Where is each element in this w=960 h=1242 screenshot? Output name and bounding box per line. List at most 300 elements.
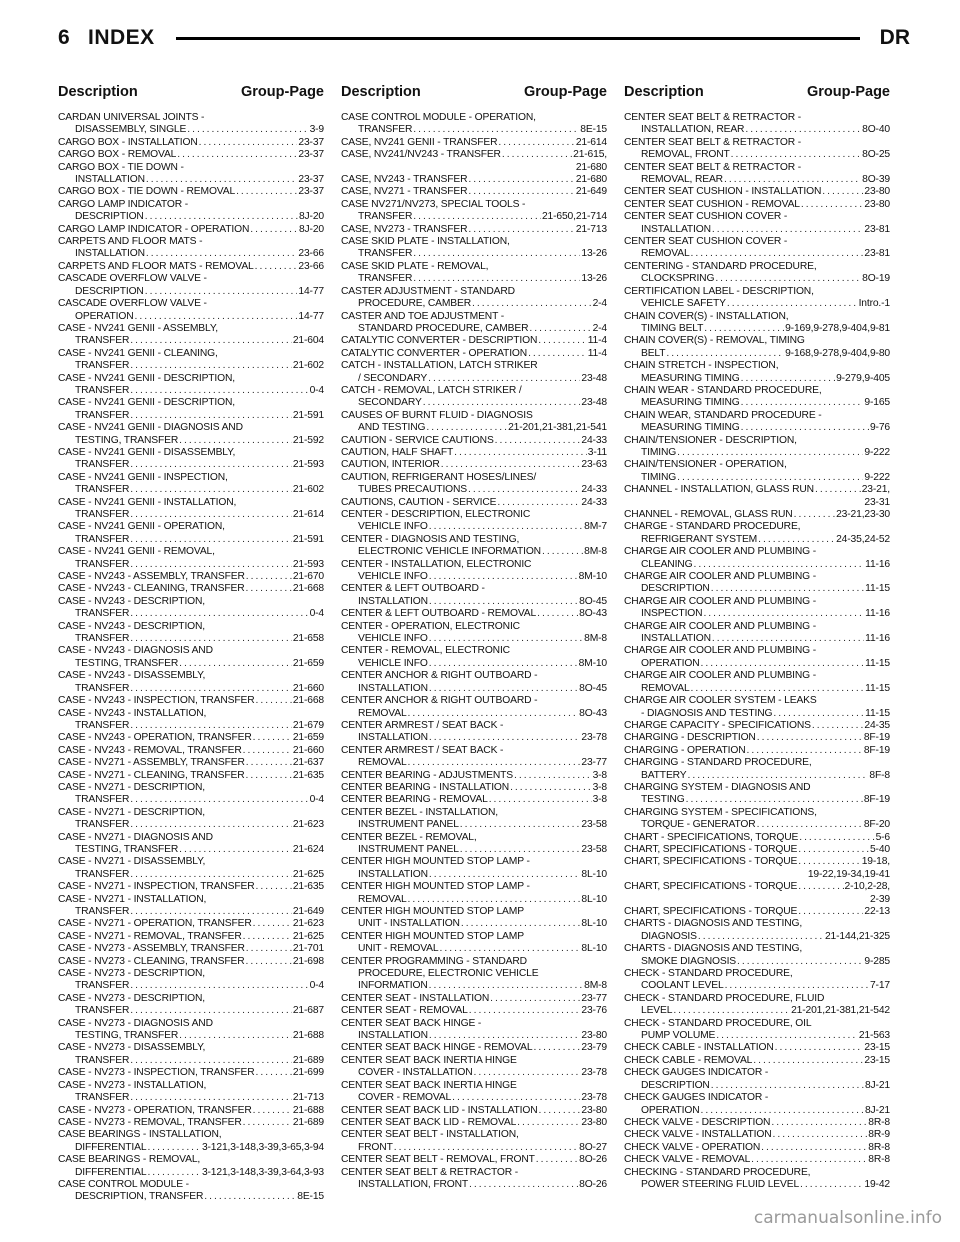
index-entry [58, 956, 324, 968]
dot-leader [429, 596, 578, 608]
entry-description: ELECTRONIC VEHICLE INFORMATION [358, 546, 541, 558]
group-page-ref: 2-4 [592, 322, 607, 334]
entry-description: CATALYTIC CONVERTER - DESCRIPTION [341, 335, 538, 347]
index-entry [624, 1167, 890, 1192]
group-page-ref: 23-80 [581, 1104, 607, 1116]
index-entry [624, 670, 890, 695]
dot-leader [130, 1005, 292, 1017]
entry-reference-line [58, 224, 324, 236]
entry-description: MEASURING TIMING [641, 372, 740, 384]
entry-text-line: CHECK - STANDARD PROCEDURE, FLUID [624, 992, 825, 1004]
group-page-header: Group-Page [807, 84, 890, 100]
entry-reference-line [624, 856, 890, 868]
dot-leader [751, 1154, 867, 1166]
dot-leader [177, 149, 297, 161]
entry-reference-line [58, 943, 324, 955]
entry-text-line: CENTER SEAT CUSHION COVER - [624, 236, 788, 248]
dot-leader [146, 248, 297, 260]
group-page-ref: 23-58 [581, 819, 607, 831]
entry-description: CENTER BEARING - INSTALLATION [341, 781, 510, 793]
entry-text-line: CENTER SEAT BACK INERTIA HINGE [341, 1079, 517, 1091]
index-entry [58, 273, 324, 298]
entry-description: TRANSFER [358, 248, 413, 260]
entry-text-line: CENTERING - STANDARD PROCEDURE, [624, 260, 817, 272]
entry-reference-line [341, 708, 607, 720]
entry-text-line: CHECK - STANDARD PROCEDURE, OIL [624, 1017, 812, 1029]
group-page-ref: 9-165 [864, 397, 890, 409]
entry-text-line: CASE SKID PLATE - INSTALLATION, [341, 236, 510, 248]
entry-description: CASE, NV241/NV243 - TRANSFER [341, 149, 501, 161]
entry-description: TRANSFER [75, 1092, 130, 1104]
entry-description: AND TESTING [358, 422, 426, 434]
dot-leader [686, 794, 863, 806]
entry-text-line: CENTER ARMREST / SEAT BACK - [341, 719, 504, 731]
entry-description: CHART, SPECIFICATIONS - TORQUE [624, 856, 798, 868]
entry-text-line: CENTER SEAT BELT - INSTALLATION, [341, 1129, 519, 1141]
entry-reference-line [624, 1055, 890, 1067]
index-entry [58, 745, 324, 757]
index-entry [341, 224, 607, 236]
entry-reference-line [58, 571, 324, 583]
group-page-ref: 21-698 [292, 955, 324, 967]
group-page-ref: 5-6 [875, 831, 890, 843]
group-page-ref: 8O-45 [579, 682, 607, 694]
dot-leader [130, 1092, 292, 1104]
entry-reference-line [624, 633, 890, 645]
group-page-ref: 8O-26 [579, 1178, 607, 1190]
entry-text-line: CASE - NV243 - DIAGNOSIS AND [58, 645, 213, 657]
entry-reference-line [341, 1092, 607, 1104]
group-page-ref: 21-689 [292, 1116, 324, 1128]
dot-leader [731, 149, 861, 161]
entry-reference-line [341, 918, 607, 930]
entry-description: CENTER BEARING - REMOVAL [341, 794, 488, 806]
entry-description: CASE - NV273 - INSPECTION, TRANSFER [58, 1067, 255, 1079]
index-entry [341, 782, 607, 794]
dot-leader [538, 335, 587, 347]
entry-reference-line [624, 509, 890, 521]
dot-leader [812, 720, 864, 732]
group-page-ref: 24-33 [581, 484, 607, 496]
entry-reference-line [58, 633, 324, 645]
dot-leader [429, 980, 583, 992]
dot-leader [677, 447, 863, 459]
dot-leader [490, 993, 580, 1005]
index-entry [58, 323, 324, 348]
entry-reference-line [58, 881, 324, 893]
entry-text-line: CASE - NV273 - DESCRIPTION, [58, 992, 206, 1004]
index-entry [58, 770, 324, 782]
group-page-ref: 23-81 [864, 248, 890, 260]
page-title: INDEX [88, 26, 155, 49]
entry-description: OPERATION [75, 310, 134, 322]
entry-description: TRANSFER [358, 211, 413, 223]
dot-leader [256, 695, 292, 707]
entry-text-line: CARGO LAMP INDICATOR - [58, 198, 189, 210]
dot-leader [426, 422, 507, 434]
dot-leader [394, 1142, 578, 1154]
dot-leader [460, 844, 581, 856]
group-page-ref: 8J-20 [298, 223, 324, 235]
group-page-ref: 11-15 [865, 657, 890, 669]
index-entry [341, 770, 607, 782]
entry-reference-line [58, 695, 324, 707]
group-page-ref: 9-279,9-405 [836, 372, 890, 384]
index-entry [58, 224, 324, 236]
group-page-ref: 21-144,21-325 [824, 930, 890, 942]
index-entry [341, 459, 607, 471]
index-entry [341, 720, 607, 745]
dot-leader [510, 782, 592, 794]
entry-text-line: CASE BEARINGS - INSTALLATION, [58, 1129, 222, 1141]
index-entry [624, 844, 890, 856]
group-page-ref: 8O-43 [579, 707, 607, 719]
entry-reference-line [624, 1117, 890, 1129]
entry-description: CASE - NV271 - OPERATION, TRANSFER [58, 918, 252, 930]
group-page-ref: 3-121,3-148,3-39,3-64,3-93 [201, 1166, 324, 1178]
group-page-ref: 2-4 [592, 298, 607, 310]
entry-text-line: CENTER HIGH MOUNTED STOP LAMP - [341, 856, 530, 868]
group-page-ref: 8E-15 [580, 124, 607, 136]
dot-leader [497, 497, 580, 509]
dot-leader [691, 683, 865, 695]
index-entry [341, 286, 607, 311]
entry-description: CHART - SPECIFICATIONS, TORQUE [624, 831, 799, 843]
dot-leader [536, 1154, 578, 1166]
dot-leader [704, 323, 784, 335]
group-page-ref: 11-16 [865, 608, 890, 620]
entry-reference-line [341, 869, 607, 881]
dot-leader [135, 311, 298, 323]
dot-leader [468, 484, 580, 496]
entry-text-line: CENTER - DIAGNOSIS AND TESTING, [341, 533, 520, 545]
entry-text-line: CHAIN/TENSIONER - DESCRIPTION, [624, 434, 797, 446]
group-page-ref: 21-591 [292, 409, 324, 421]
index-entry [624, 906, 890, 918]
dot-leader [246, 583, 292, 595]
index-entry [341, 993, 607, 1005]
dot-leader [413, 248, 580, 260]
entry-description: INSTALLATION [358, 732, 428, 744]
index-entry [58, 621, 324, 646]
index-entry [341, 695, 607, 720]
group-page-ref: 21-687 [292, 1005, 324, 1017]
group-page-ref: 9-168,9-278,9-404,9-80 [785, 347, 890, 359]
dot-leader [757, 819, 863, 831]
group-page-ref: 23-77 [581, 992, 607, 1004]
group-page-ref: 8M-8 [584, 546, 607, 558]
group-page-ref: 14-77 [298, 310, 324, 322]
index-entry [341, 534, 607, 559]
index-entry [58, 149, 324, 161]
dot-leader [757, 732, 863, 744]
group-page-ref: 21-659 [292, 732, 324, 744]
dot-leader [429, 1030, 580, 1042]
group-page-ref: 23-80 [864, 198, 890, 210]
entry-reference-line [624, 273, 890, 285]
entry-reference-line [341, 459, 607, 471]
group-page-ref: 23-78 [581, 732, 607, 744]
entry-description: CENTER SEAT CUSHION - INSTALLATION [624, 186, 822, 198]
entry-reference-line [58, 459, 324, 471]
entry-description: LEVEL [641, 1005, 673, 1017]
entry-description: CENTER SEAT BACK LID - INSTALLATION [341, 1104, 538, 1116]
entry-description: CASE - NV243 - CLEANING, TRANSFER [58, 583, 245, 595]
index-entry [58, 856, 324, 881]
entry-reference-line [624, 794, 890, 806]
group-page-ref: 11-4 [587, 335, 607, 347]
index-entry [624, 236, 890, 261]
group-page-ref: 0-4 [309, 384, 324, 396]
group-page-ref: 23-37 [298, 186, 324, 198]
entry-description: REMOVAL [358, 893, 407, 905]
group-page-ref: 11-4 [587, 347, 607, 359]
page-number: 6 [58, 26, 70, 49]
index-entry [58, 931, 324, 943]
entry-description: TESTING [641, 794, 685, 806]
entry-description: REMOVAL, REAR [641, 174, 723, 186]
entry-description: CAUTIONS, CAUTION - SERVICE [341, 496, 497, 508]
entry-description: TUBES PRECAUTIONS [358, 484, 468, 496]
dot-leader [147, 1167, 201, 1179]
entry-description: CHARGING - DESCRIPTION [624, 732, 756, 744]
entry-text-line: CASE - NV241 GENII - REMOVAL, [58, 546, 215, 558]
entry-reference-line [624, 720, 890, 732]
dot-leader [179, 658, 292, 670]
dot-leader [502, 149, 572, 161]
group-page-ref: 21-623 [292, 819, 324, 831]
entry-text-line: CENTER SEAT BACK INERTIA HINGE [341, 1054, 517, 1066]
dot-leader [701, 1105, 864, 1117]
entry-reference-line [624, 708, 890, 720]
index-entry [58, 1042, 324, 1067]
index-entry [341, 385, 607, 410]
dot-leader [253, 918, 292, 930]
entry-text-line: CHARGE AIR COOLER AND PLUMBING - [624, 645, 817, 657]
entry-description: CASE - NV271 - INSPECTION, TRANSFER [58, 881, 255, 893]
entry-reference-line [341, 273, 607, 285]
watermark: carmanualsonline.info [753, 1208, 942, 1228]
entry-description: VEHICLE INFO [358, 657, 428, 669]
entry-description: CASE, NV273 - TRANSFER [341, 223, 468, 235]
entry-text-line: CARGO BOX - TIE DOWN - [58, 161, 184, 173]
group-page-ref: 23-37 [298, 149, 324, 161]
dot-leader [130, 608, 308, 620]
entry-reference-line [341, 521, 607, 533]
entry-text-line: CHARGING SYSTEM - SPECIFICATIONS, [624, 806, 817, 818]
entry-description: FRONT [358, 1141, 393, 1153]
index-entry [624, 162, 890, 187]
entry-reference-line [624, 881, 890, 893]
entry-description: CHECK VALVE - REMOVAL [624, 1154, 751, 1166]
entry-reference-line [624, 534, 890, 546]
entry-reference-line [58, 174, 324, 186]
index-entry [624, 1055, 890, 1067]
entry-reference-line [341, 894, 607, 906]
dot-leader [703, 608, 864, 620]
entry-text-line: CHECK GAUGES INDICATOR - [624, 1067, 769, 1079]
entry-text-line: CASE - NV243 - DISASSEMBLY, [58, 670, 206, 682]
entry-reference-line [341, 770, 607, 782]
index-entry [341, 881, 607, 906]
index-entry [58, 373, 324, 398]
index-entry [341, 807, 607, 832]
entry-text-line: CENTER SEAT BELT & RETRACTOR - [624, 161, 802, 173]
dot-leader [130, 335, 292, 347]
group-page-ref: 21-602 [292, 360, 324, 372]
index-entry [58, 1080, 324, 1105]
entry-description: TRANSFER [75, 459, 130, 471]
entry-reference-line [341, 248, 607, 260]
dot-leader [673, 1005, 790, 1017]
index-entry [624, 918, 890, 943]
dot-leader [517, 1117, 580, 1129]
index-entry [58, 397, 324, 422]
entry-description: TIMING [641, 471, 677, 483]
group-page-ref: 8F-19 [863, 744, 890, 756]
group-page-ref: 8M-8 [584, 633, 607, 645]
entry-reference-line [624, 559, 890, 571]
group-page-ref: 8L-10 [581, 893, 607, 905]
dot-leader [533, 1042, 580, 1054]
index-entry [624, 745, 890, 757]
entry-reference-line [341, 1067, 607, 1079]
dot-leader [468, 174, 574, 186]
entry-reference-line [341, 608, 607, 620]
index-entry [341, 645, 607, 670]
entry-text-line: CENTER & LEFT OUTBOARD - [341, 583, 485, 595]
dot-leader [204, 1191, 296, 1203]
index-entry [624, 199, 890, 211]
index-entry [58, 695, 324, 707]
group-page-ref: 21-614 [575, 136, 607, 148]
entry-description: BATTERY [641, 769, 687, 781]
entry-reference-line [624, 745, 890, 757]
entry-reference-line [624, 980, 890, 992]
entry-description: DISASSEMBLY, SINGLE [75, 124, 187, 136]
group-page-ref: 8R-8 [868, 1154, 890, 1166]
entry-description: INSTALLATION [641, 633, 711, 645]
entry-reference-line [58, 1142, 324, 1154]
entry-description: CENTER BEARING - ADJUSTMENTS [341, 769, 514, 781]
dot-leader [711, 1080, 864, 1092]
index-entry [58, 162, 324, 187]
dot-leader [469, 1179, 578, 1191]
entry-reference-line [341, 782, 607, 794]
group-page-ref: 23-81 [864, 223, 890, 235]
entry-text-line: CASE - NV241 GENII - DISASSEMBLY, [58, 446, 236, 458]
index-entry [624, 720, 890, 732]
index-entry [341, 1005, 607, 1017]
dot-leader [798, 906, 863, 918]
entry-text-line: CASE - NV271 - INSTALLATION, [58, 893, 207, 905]
index-entry [341, 906, 607, 931]
entry-description: CENTER SEAT BACK LID - REMOVAL [341, 1116, 517, 1128]
index-entry [58, 472, 324, 497]
group-page-ref: 23-80 [864, 186, 890, 198]
group-page-ref: 23-48 [581, 372, 607, 384]
group-page-ref: 8L-10 [581, 918, 607, 930]
entry-text-line: CASE - NV241 GENII - DESCRIPTION, [58, 372, 236, 384]
group-page-ref: 21-688 [292, 1030, 324, 1042]
entry-reference-line [624, 124, 890, 136]
entry-description: CHECK CABLE - INSTALLATION [624, 1042, 774, 1054]
entry-text-line: CENTER PROGRAMMING - STANDARD [341, 955, 527, 967]
entry-description: CHART, SPECIFICATIONS - TORQUE [624, 906, 798, 917]
dot-leader [429, 869, 580, 881]
index-entry [624, 509, 890, 521]
index-entry [58, 832, 324, 857]
description-header: Description [58, 84, 138, 100]
entry-reference-line [341, 732, 607, 744]
dot-leader [800, 1179, 863, 1191]
entry-reference-line [58, 385, 324, 397]
index-entry [624, 521, 890, 546]
dot-leader [130, 410, 292, 422]
group-page-ref: 23-15 [864, 1042, 890, 1054]
entry-reference-line [58, 149, 324, 161]
group-page-ref: 21-563 [858, 1030, 890, 1042]
entry-text-line: CASE - NV271 - DESCRIPTION, [58, 781, 206, 793]
entry-text-line: CASE - NV243 - DESCRIPTION, [58, 595, 206, 607]
entry-text-line: PROCEDURE, ELECTRONIC VEHICLE [358, 968, 539, 980]
index-entry [624, 993, 890, 1018]
dot-leader [413, 211, 541, 223]
group-page-ref: 8E-15 [297, 1191, 324, 1203]
group-page-ref: 3-9 [309, 124, 324, 136]
index-entry [624, 261, 890, 286]
group-page-ref: 23-80 [581, 1030, 607, 1042]
group-page-ref: 11-15 [865, 583, 890, 595]
entry-reference-line [58, 124, 324, 136]
entry-reference-line [58, 931, 324, 943]
entry-description: CHECK CABLE - REMOVAL [624, 1054, 753, 1066]
entry-reference-line [624, 199, 890, 211]
dot-leader [794, 509, 836, 521]
entry-text-line: CARPETS AND FLOOR MATS - [58, 236, 203, 248]
entry-text-line: CASTER AND TOE ADJUSTMENT - [341, 310, 505, 322]
dot-leader [472, 298, 592, 310]
dot-leader [799, 832, 874, 844]
entry-description: TRANSFER [75, 906, 130, 917]
group-page-ref: 23-58 [581, 843, 607, 855]
entry-description: CHECK VALVE - DESCRIPTION [624, 1116, 771, 1128]
group-page-ref-continued: 21-680 [575, 161, 607, 173]
entry-reference-line [341, 1105, 607, 1117]
entry-reference-line [341, 819, 607, 831]
index-entry [58, 1129, 324, 1154]
group-page-ref: 21-635 [292, 769, 324, 781]
entry-description: CHARGING - OPERATION [624, 744, 746, 756]
entry-description: POWER STEERING FLUID LEVEL [641, 1178, 800, 1190]
entry-text-line: CAUSES OF BURNT FLUID - DIAGNOSIS [341, 409, 533, 421]
entry-text-line: CASE - NV241 GENII - DESCRIPTION, [58, 397, 236, 409]
group-page-ref: 21-625 [292, 930, 324, 942]
dot-leader [429, 732, 580, 744]
dot-leader [429, 658, 578, 670]
entry-reference-line [58, 1117, 324, 1129]
dot-leader [468, 186, 574, 198]
group-page-ref: 9-222 [864, 446, 890, 458]
dot-leader [741, 373, 835, 385]
entry-description: VEHICLE SAFETY [641, 298, 726, 310]
entry-reference-line [58, 844, 324, 856]
entry-reference-line [624, 248, 890, 260]
entry-text-line: CENTER ARMREST / SEAT BACK - [341, 744, 504, 756]
dot-leader [408, 708, 579, 720]
entry-description: CATALYTIC CONVERTER - OPERATION [341, 347, 528, 359]
dot-leader [773, 1129, 868, 1141]
